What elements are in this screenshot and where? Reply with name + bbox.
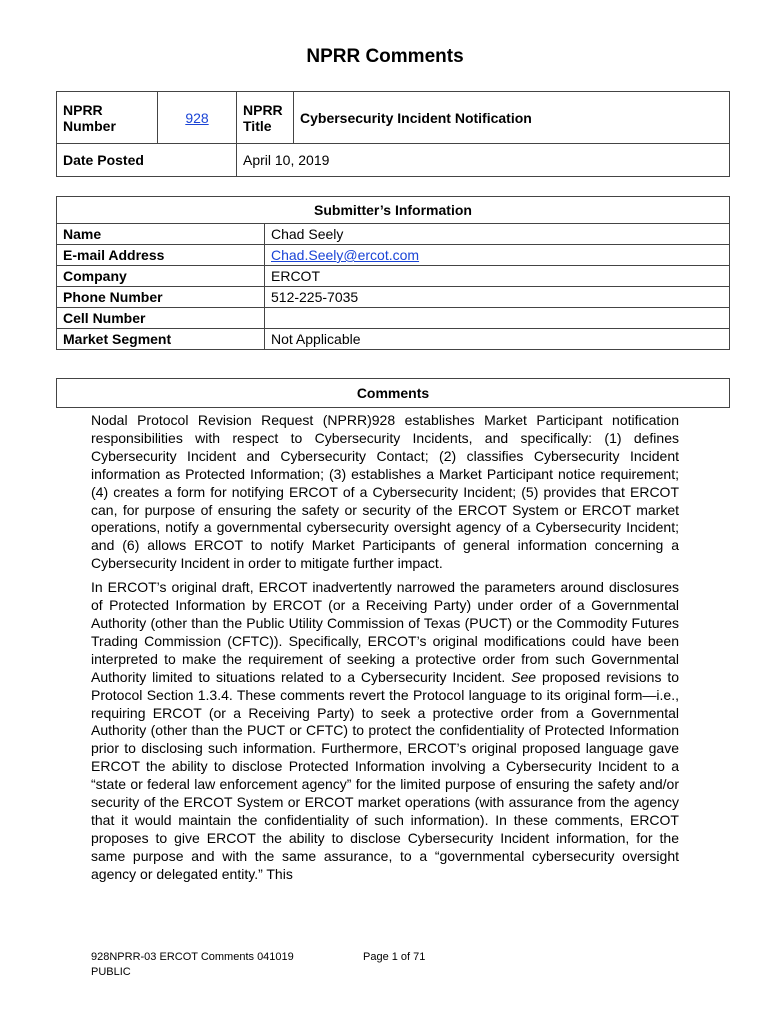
row-value: 512-225-7035: [265, 287, 730, 308]
row-label: Company: [57, 266, 265, 287]
row-label: Name: [57, 224, 265, 245]
nprr-title-label: NPRR Title: [237, 92, 294, 144]
submitter-info-table: [56, 196, 730, 350]
row-label: Phone Number: [57, 287, 265, 308]
table-row: [57, 308, 730, 329]
page-title: NPRR Comments: [306, 46, 464, 67]
comments-heading-table: [56, 378, 730, 408]
nprr-header-table: [56, 91, 730, 177]
footer-page-number: Page 1 of 71: [363, 951, 426, 963]
email-cell: [265, 245, 730, 266]
nprr-number-link[interactable]: 928: [185, 109, 209, 126]
footer-left: [91, 950, 294, 980]
table-row: [57, 287, 730, 308]
comments-body: [91, 412, 679, 890]
paragraph-2-text-a: In ERCOT’s original draft, ERCOT inadvertently narrowed the parameters around disclosures of Protected Information by ERCOT (or a Receiving Party) under order of a Governmental Authority (other than the Public Utility Commission of Texas (PUCT) or the Commodity Futures Trading Commission (CFTC)). Specifically, ERCOT’s original modifications could have been interpreted to make the requirement of seeking a protective order from such Governmental Authority limited to situations related to a Cybersecurity Incident.: [91, 579, 679, 685]
footer-doc-id: 928NPRR-03 ERCOT Comments 041019: [91, 951, 294, 963]
comments-paragraph-1: Nodal Protocol Revision Request (NPRR)928 establishes Market Participant notification responsibilities with respect to Cybersecurity Incidents, and specifically: (1) defines Cybersecurity Incident and Cybersecurity Contact; (2) classifies Cybersecurity Incident information as Protected Information; (3) establishes a Market Participant notice requirement; (4) creates a form for notifying ERCOT of a Cybersecurity Incident; (5) provides that ERCOT can, for purpose of ensuring the safety or security of the ERCOT System or ERCOT market operations, notify a governmental cybersecurity oversight agency of a Cybersecurity Incident; and (6) allows ERCOT to notify Market Participants of general information concerning a Cybersecurity Incident in order to mitigate further impact.: [91, 412, 679, 572]
nprr-title-value: Cybersecurity Incident Notification: [294, 92, 730, 144]
row-value: ERCOT: [265, 266, 730, 287]
date-posted-label: Date Posted: [57, 144, 237, 177]
date-posted-value: April 10, 2019: [237, 144, 730, 177]
row-value: [265, 308, 730, 329]
comments-heading: Comments: [57, 379, 730, 408]
row-value: Not Applicable: [265, 329, 730, 350]
comments-paragraph-2: [91, 579, 679, 883]
submitter-heading: Submitter’s Information: [57, 197, 730, 224]
table-row: [57, 266, 730, 287]
table-row: [57, 245, 730, 266]
footer-classification: PUBLIC: [91, 966, 131, 978]
nprr-number-label: NPRR Number: [57, 92, 158, 144]
table-row: [57, 329, 730, 350]
email-link[interactable]: Chad.Seely@ercot.com: [271, 247, 420, 263]
row-value: Chad Seely: [265, 224, 730, 245]
row-label: E-mail Address: [57, 245, 265, 266]
nprr-number-cell: [158, 92, 237, 144]
row-label: Cell Number: [57, 308, 265, 329]
row-label: Market Segment: [57, 329, 265, 350]
table-row: [57, 224, 730, 245]
see-emphasis: See: [511, 668, 537, 685]
paragraph-2-text-b: proposed revisions to Protocol Section 1.3.4. These comments revert the Protocol language to its original form—i.e., requiring ERCOT (or a Receiving Party) to seek a protective order from a Governmental Authority (other than the PUCT or CFTC) to protect the confidentiality of Protected Information prior to disclosing such information. Furthermore, ERCOT’s original proposed language gave ERCOT the ability to disclose Protected Information involving a Cybersecurity Incident to a “state or federal law enforcement agency” for the limited purpose of ensuring the safety and/or security of the ERCOT System or ERCOT market operations (with assurance from the agency that it would maintain the confidentiality of such information). In these comments, ERCOT proposes to give ERCOT the ability to disclose Cybersecurity Incident information, for the same purpose and with the same assurance, to a “governmental cybersecurity oversight agency or delegated entity.” This: [91, 668, 679, 882]
